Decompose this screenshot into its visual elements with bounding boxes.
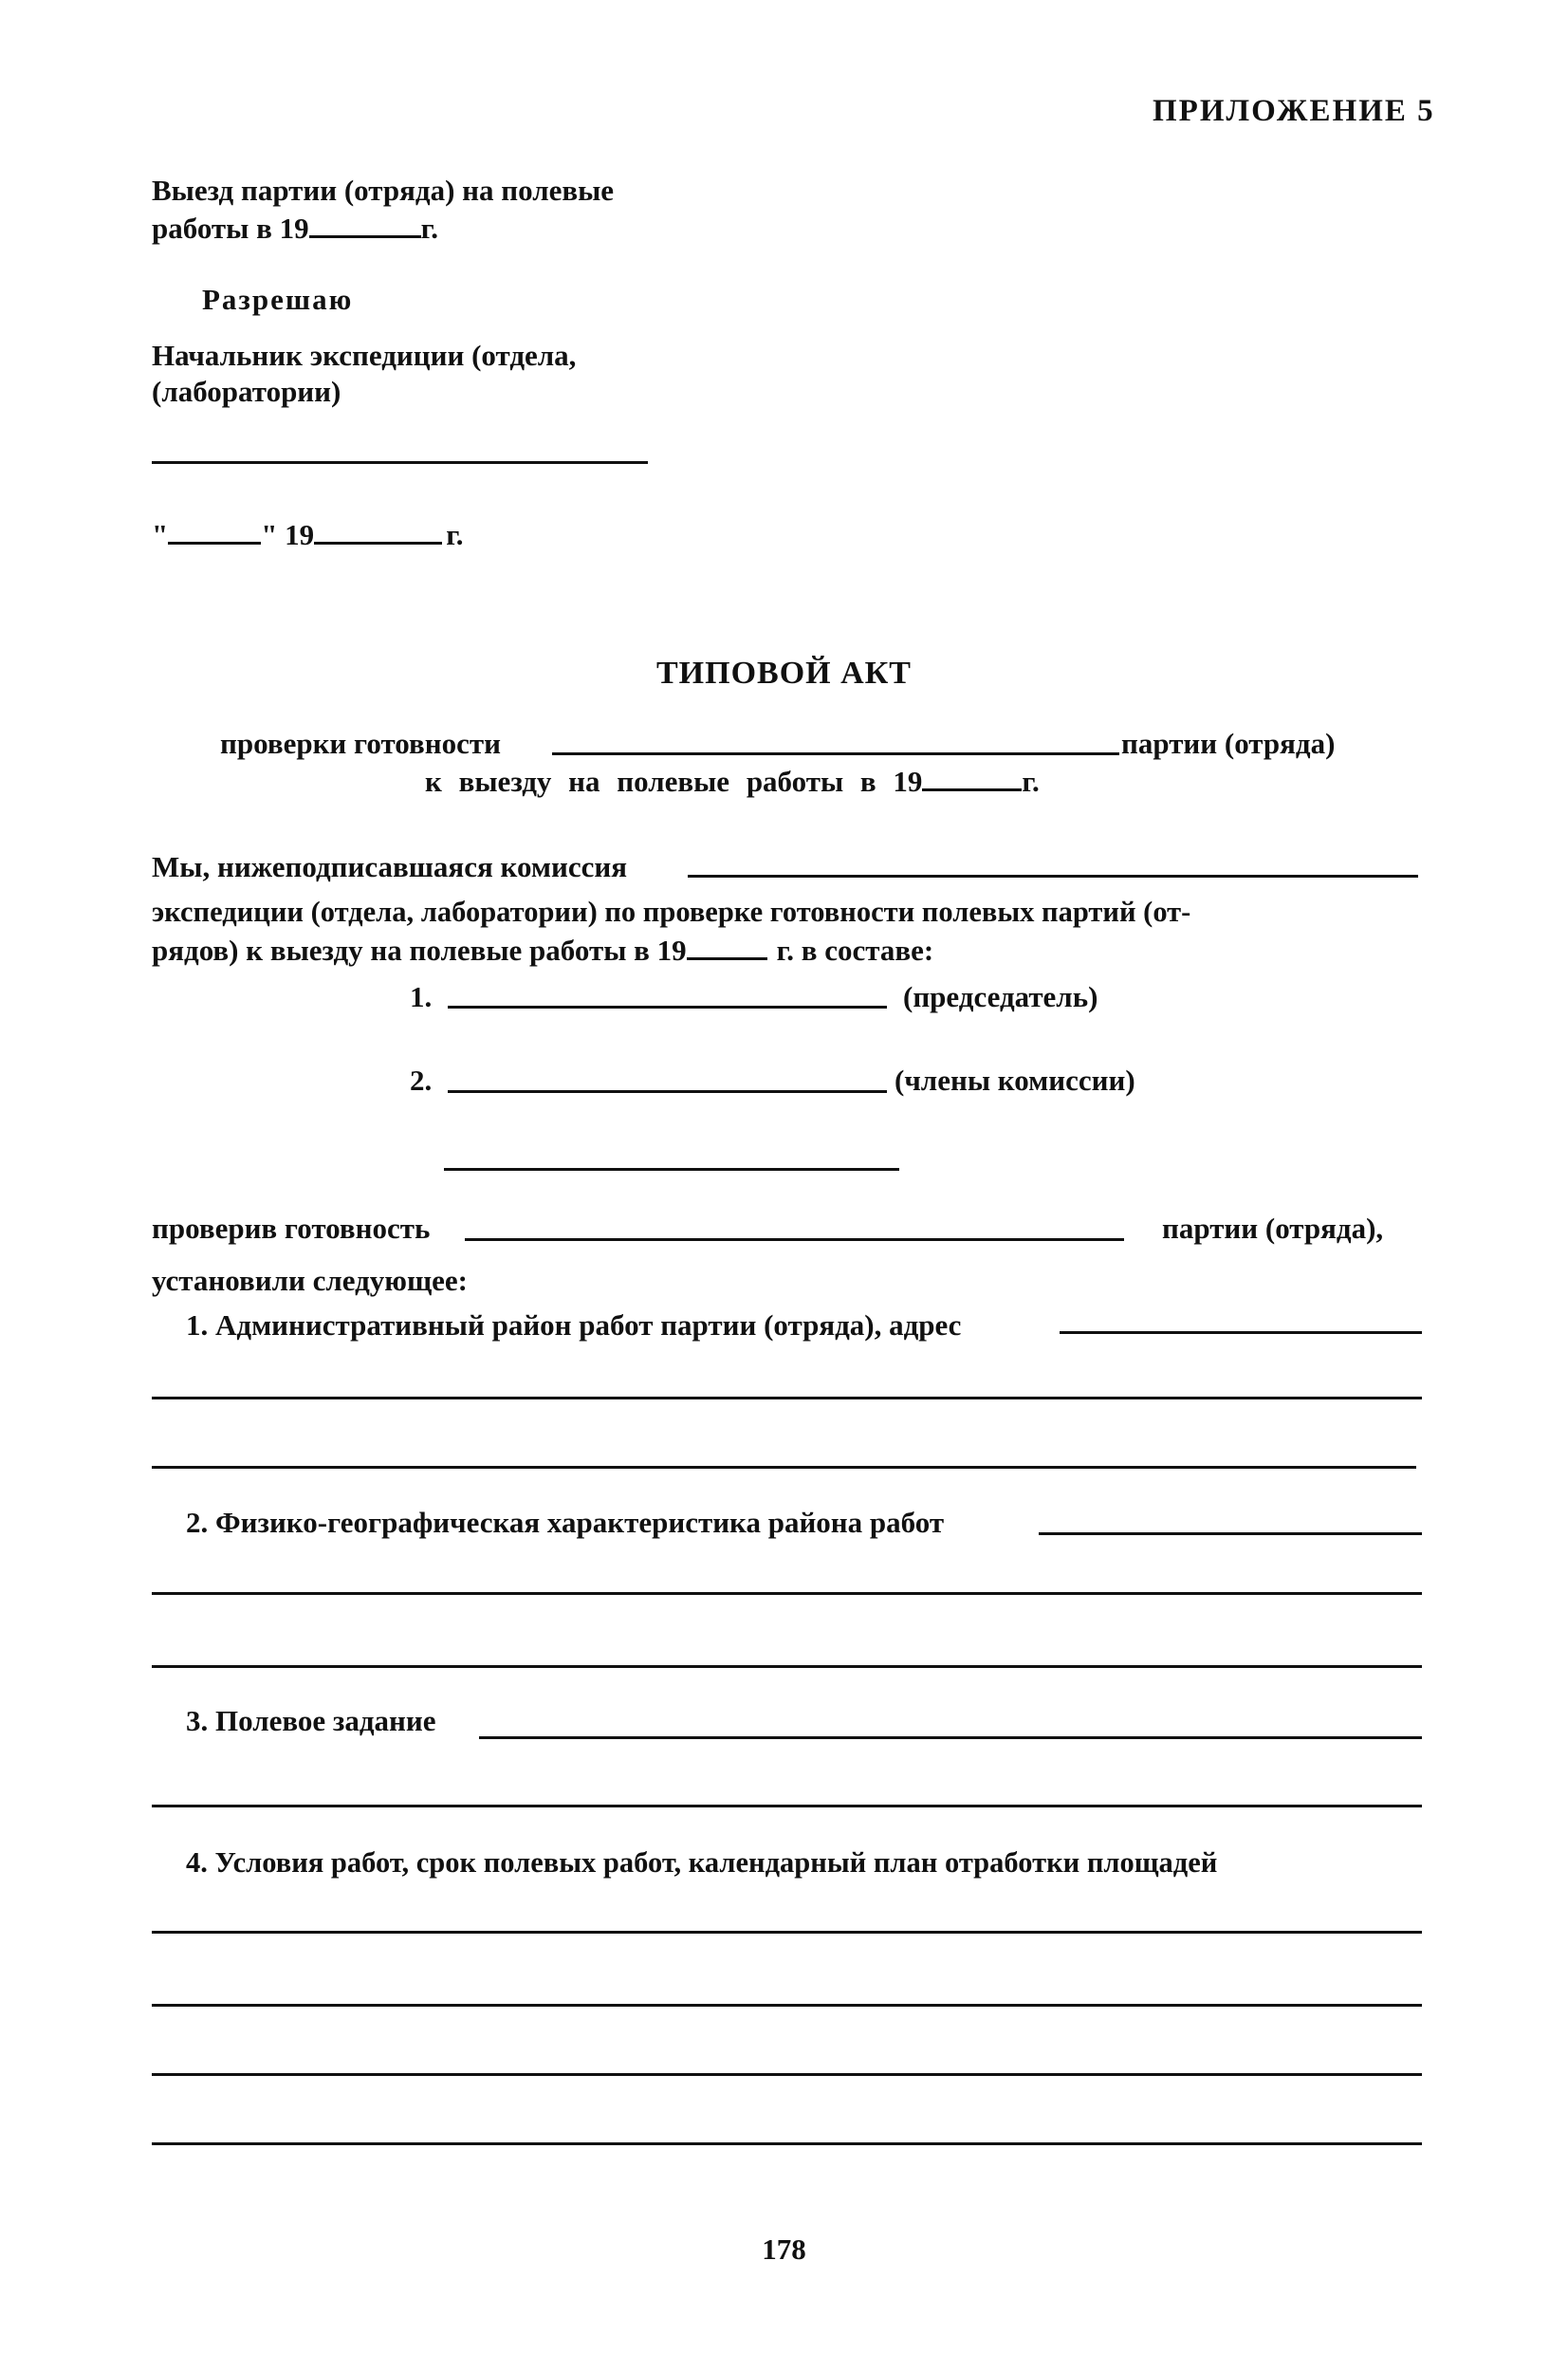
item4-line-a[interactable] (152, 1931, 1422, 1934)
chief-line-2: (лаборатории) (152, 375, 341, 408)
date-quote-close: " 19 (261, 518, 315, 551)
item4-label: 4. Условия работ, срок полевых работ, календарный план отработки площадей (186, 1846, 1218, 1879)
member1-number: 1. (410, 980, 433, 1013)
departure-year-prefix: работы в 19 (152, 212, 309, 245)
departure-line-2 (152, 211, 438, 246)
date-quote-open: " (152, 518, 169, 551)
item4-line-c[interactable] (152, 2073, 1422, 2076)
date-year-blank[interactable] (314, 519, 442, 545)
checked-suffix: партии (отряда), (1162, 1212, 1384, 1245)
date-day-blank[interactable] (168, 519, 261, 545)
item2-line-b[interactable] (152, 1592, 1422, 1595)
document-title: ТИПОВОЙ АКТ (656, 656, 912, 691)
item2-line-c[interactable] (152, 1665, 1422, 1668)
departure-year-blank[interactable] (309, 213, 421, 238)
commission-line-2: экспедиции (отдела, лаборатории) по проверке готовности полевых партий (от- (152, 896, 1191, 928)
checked-prefix: проверив готовность (152, 1212, 431, 1245)
chief-signature-line[interactable] (152, 461, 648, 464)
item1-line-c[interactable] (152, 1466, 1416, 1469)
commission-line-3 (152, 933, 933, 968)
item3-line-a[interactable] (479, 1736, 1422, 1739)
approval-date (152, 517, 464, 552)
item3-line-b[interactable] (152, 1805, 1422, 1807)
item4-line-b[interactable] (152, 2004, 1422, 2007)
subtitle-prefix: проверки готовности (220, 727, 501, 760)
item1-label: 1. Административный район работ партии (отряда), адрес (186, 1308, 962, 1342)
item2-label: 2. Физико-географическая характеристика района работ (186, 1506, 945, 1539)
member2-number: 2. (410, 1064, 433, 1097)
item1-line-b[interactable] (152, 1397, 1422, 1399)
date-year-suffix: г. (446, 518, 464, 551)
commission-prefix: Мы, нижеподписавшаяся комиссия (152, 850, 627, 883)
appendix-label: ПРИЛОЖЕНИЕ 5 (1153, 94, 1435, 128)
item4-line-d[interactable] (152, 2142, 1422, 2145)
member1-line[interactable] (448, 1006, 887, 1009)
subtitle-year-suffix: г. (1022, 765, 1040, 798)
chief-line-1: Начальник экспедиции (отдела, (152, 339, 577, 372)
subtitle-line-2 (425, 764, 1040, 799)
subtitle-year-blank[interactable] (922, 766, 1022, 791)
departure-line-1: Выезд партии (отряда) на полевые (152, 174, 615, 207)
member1-role: (председатель) (903, 980, 1098, 1013)
approve-label: Разрешаю (202, 283, 354, 316)
checked-party-line[interactable] (465, 1238, 1124, 1241)
subtitle-year-prefix: к выезду на полевые работы в 19 (425, 765, 923, 798)
page-number: 178 (762, 2233, 806, 2266)
member3-line[interactable] (444, 1168, 899, 1171)
commission-name-line[interactable] (688, 875, 1418, 878)
subtitle-suffix: партии (отряда) (1121, 727, 1336, 760)
commission-year-blank[interactable] (687, 935, 767, 960)
departure-year-suffix: г. (420, 212, 438, 245)
subtitle-party-line[interactable] (552, 752, 1119, 755)
commission-year-prefix: рядов) к выезду на полевые работы в 19 (152, 934, 687, 967)
item1-line-a[interactable] (1060, 1331, 1422, 1334)
item3-label: 3. Полевое задание (186, 1704, 436, 1737)
commission-year-suffix: г. в составе: (776, 934, 934, 967)
member2-role: (члены комиссии) (895, 1064, 1135, 1097)
member2-line[interactable] (448, 1090, 887, 1093)
item2-line-a[interactable] (1039, 1532, 1422, 1535)
established-text: установили следующее: (152, 1264, 468, 1297)
